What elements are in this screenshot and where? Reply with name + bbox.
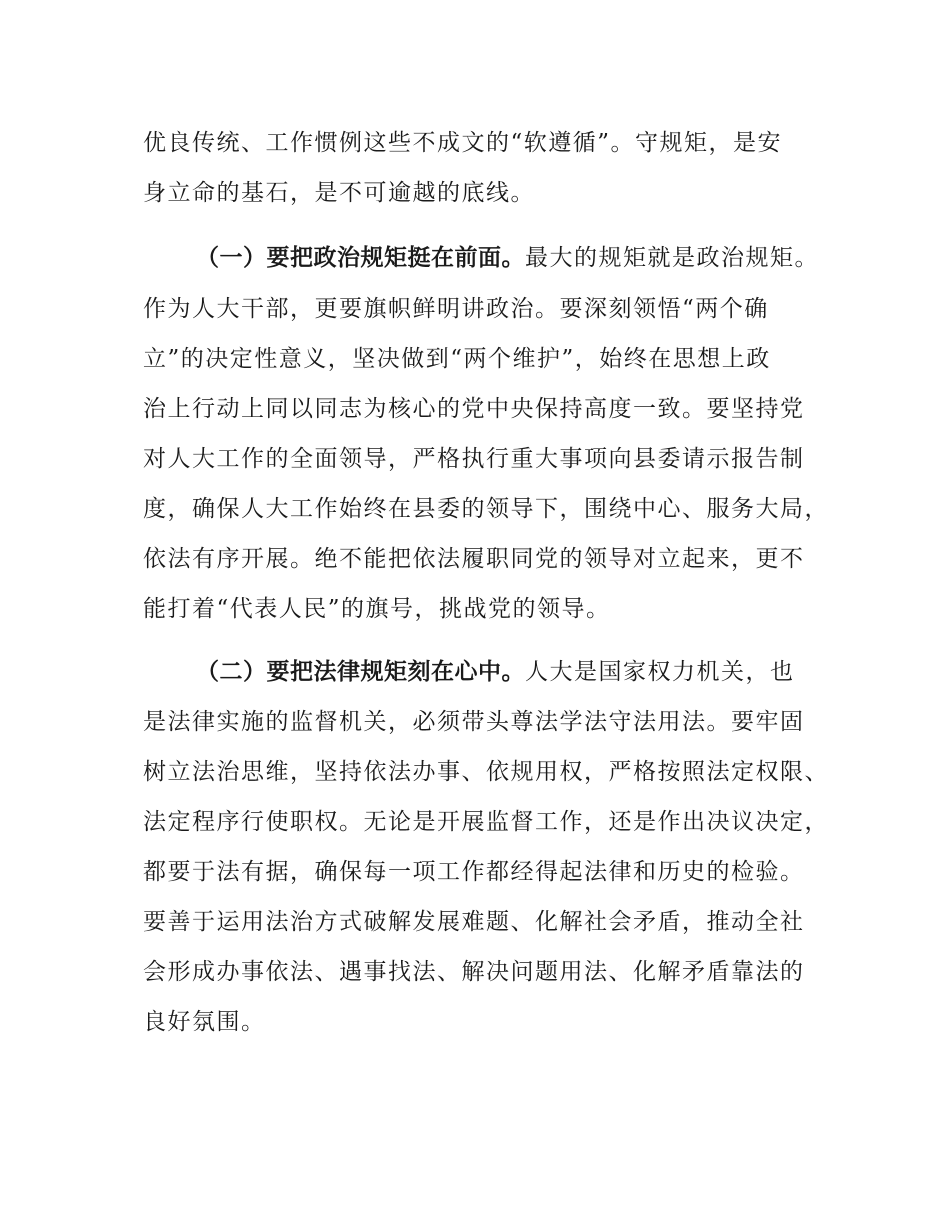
paragraph-first-line: [196, 243, 819, 273]
section-heading: （一）要把政治规矩挺在前面。: [196, 245, 525, 271]
body-text-line: 法定程序行使职权。无论是开展监督工作，还是作出决议决定，: [143, 809, 829, 835]
body-text-line: 树立法治思维，坚持依法办事、依规用权，严格按照法定权限、: [143, 759, 829, 785]
body-text-line: 是法律实施的监督机关，必须带头尊法学法守法用法。要牢固: [143, 709, 805, 735]
body-text-line: 能打着“代表人民”的旗号，挑战党的领导。: [143, 596, 611, 622]
body-text-line: 立”的决定性意义，坚决做到“两个维护”，始终在思想上政: [143, 346, 771, 372]
body-text-line: 良好氛围。: [143, 1009, 266, 1035]
section-heading: （二）要把法律规矩刻在心中。: [196, 659, 525, 685]
body-text-line: 对人大工作的全面领导，严格执行重大事项向县委请示报告制: [143, 446, 805, 472]
body-text-line: 度，确保人大工作始终在县委的领导下，围绕中心、服务大局，: [143, 496, 829, 522]
body-text-line: 依法有序开展。绝不能把依法履职同党的领导对立起来，更不: [143, 546, 805, 572]
body-text-span: 最大的规矩就是政治规矩。: [525, 245, 819, 271]
body-text-line: 作为人大干部，更要旗帜鲜明讲政治。要深刻领悟“两个确: [143, 296, 769, 322]
paragraph-first-line: [196, 657, 795, 687]
body-text-line: 要善于运用法治方式破解发展难题、化解社会矛盾，推动全社: [143, 909, 805, 935]
body-text-line: 会形成办事依法、遇事找法、解决问题用法、化解矛盾靠法的: [143, 959, 805, 985]
body-text-line: 治上行动上同以同志为核心的党中央保持高度一致。要坚持党: [143, 396, 805, 422]
body-text-span: 人大是国家权力机关，也: [525, 659, 795, 685]
body-text-line: 优良传统、工作惯例这些不成文的“软遵循”。守规矩，是安: [143, 130, 783, 156]
body-text-line: 都要于法有据，确保每一项工作都经得起法律和历史的检验。: [143, 859, 805, 885]
body-text-line: 身立命的基石，是不可逾越的底线。: [143, 180, 535, 206]
